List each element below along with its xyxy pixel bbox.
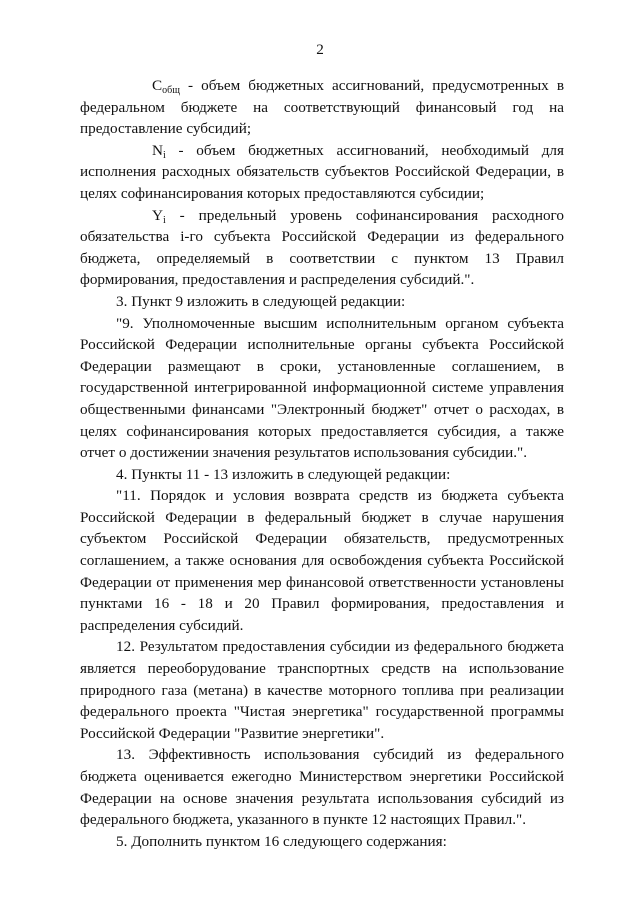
paragraph-clause-9: "9. Уполномоченные высшим исполнительным органом субъекта Российской Федерации исполнительные органы субъекта Российской Федерации размещают в сроки, установленные соглашением, в государственной интегрированной информационной системе управления общественными финансами "Электронный бюджет" отчет о расходах, в целях софинансирования которых предоставляется субсидия, а также отчет о достижении значения результатов использования субсидии.".	[80, 314, 564, 462]
formula-symbol: $Y_i$	[152, 206, 166, 226]
paragraph-clause-12: 12. Результатом предоставления субсидии из федерального бюджета является переоборудование транспортных средств на использование природного газа (метана) в качестве моторного топлива при реализации федерального проекта "Чистая энергетика" государственной программы Российской Федерации "Развитие энергетики".	[80, 638, 564, 742]
definition-text: - предельный уровень софинансирования расходного обязательства i-го субъекта Российской Федерации из федерального бюджета, определяемый в соответствии с пунктом 13 Правил формирования, предоставления и распределения субсидий.".	[80, 206, 564, 289]
definition-c-total	[80, 75, 564, 140]
definition-text: - объем бюджетных ассигнований, предусмотренных в федеральном бюджете на соответствующий финансовый год на предоставление субсидий;	[80, 77, 564, 138]
paragraph-clause-11: "11. Порядок и условия возврата средств из бюджета субъекта Российской Федерации в федеральный бюджет в случае нарушения субъектом Российской Федерации обязательств, предусмотренных соглашением, а также основания для освобождения субъекта Российской Федерации от применения мер финансовой ответственности установлены пунктами 16 - 18 и 20 Правил формирования, предоставления и распределения субсидий.	[80, 487, 564, 634]
formula-symbol: $C_{общ}$	[152, 77, 180, 96]
paragraph-clause-13: 13. Эффективность использования субсидий из федерального бюджета оценивается ежегодно Министерством энергетики Российской Федерации на основе значения результата использования субсидий из федерального бюджета, указанного в пункте 12 настоящих Правил.".	[80, 746, 564, 829]
formula-subscript: общ	[162, 85, 180, 96]
definition-text: - объем бюджетных ассигнований, необходимый для исполнения расходных обязательств субъектов Российской Федерации, в целях софинансирования которых предоставляются субсидии;	[80, 141, 564, 202]
definition-n-i	[80, 140, 564, 205]
paragraph-item-3: 3. Пункт 9 изложить в следующей редакции:	[116, 292, 406, 310]
page-number: 2	[316, 41, 324, 58]
definition-y-i	[80, 205, 564, 291]
formula-subscript: i	[162, 214, 166, 226]
formula-subscript: i	[162, 149, 166, 161]
paragraph-item-5: 5. Дополнить пунктом 16 следующего содержания:	[116, 832, 447, 850]
paragraph-item-4: 4. Пункты 11 - 13 изложить в следующей редакции:	[116, 465, 451, 483]
document-body	[80, 75, 564, 852]
formula-symbol: $N_i$	[152, 141, 166, 161]
